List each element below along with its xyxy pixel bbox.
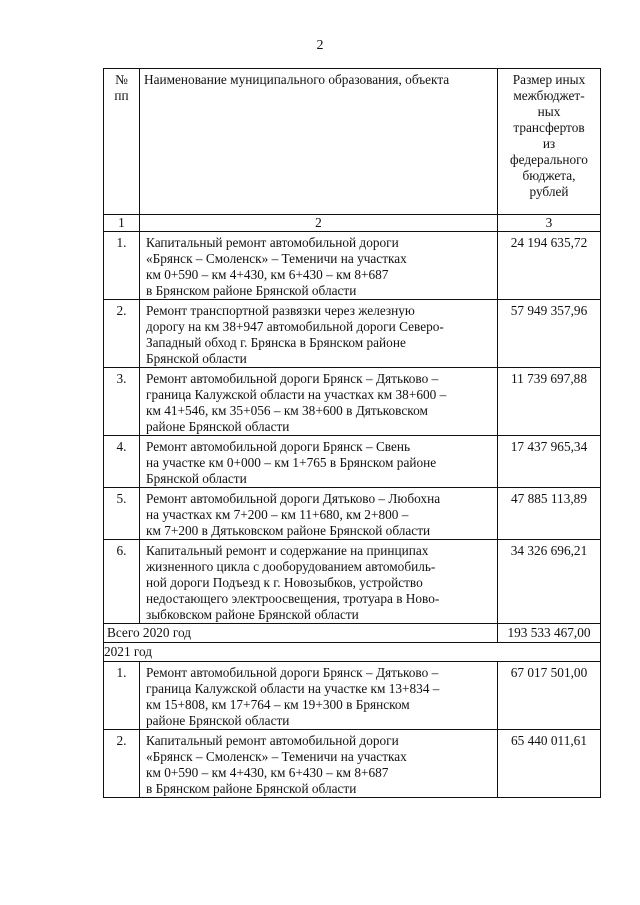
table-row: [104, 540, 601, 624]
row-object-line: на участках км 7+200 – км 11+680, км 2+800 –: [146, 507, 409, 522]
row-object-line: Западный обход г. Брянска в Брянском районе: [146, 335, 406, 350]
row-object-line: граница Калужской области на участке км 13+834 –: [146, 681, 440, 696]
row-number: 5.: [104, 488, 140, 540]
column-index-cell: 2: [140, 215, 498, 232]
table-row: [104, 300, 601, 368]
row-number: 4.: [104, 436, 140, 488]
row-object-line: Ремонт автомобильной дороги Брянск – Дятьково –: [146, 665, 439, 680]
row-object-name: [140, 662, 498, 730]
row-object-line: км 41+546, км 35+056 – км 38+600 в Дятьковском: [146, 403, 428, 418]
row-amount: 47 885 113,89: [498, 488, 601, 540]
table-row: [104, 730, 601, 798]
year-row: [104, 643, 601, 662]
row-object-line: ной дороги Подъезд к г. Новозыбков, устройство: [146, 575, 423, 590]
row-object-name: [140, 488, 498, 540]
row-object-line: жизненного цикла с дооборудованием автомобиль-: [146, 559, 436, 574]
row-object-line: Брянской области: [146, 471, 247, 486]
row-amount: 65 440 011,61: [498, 730, 601, 798]
row-amount: 17 437 965,34: [498, 436, 601, 488]
row-object-line: в Брянском районе Брянской области: [146, 781, 357, 796]
total-label: Всего 2020 год: [104, 624, 498, 643]
total-amount: 193 533 467,00: [498, 624, 601, 643]
row-object-line: Брянской области: [146, 351, 247, 366]
header-num: № пп: [104, 69, 140, 215]
row-object-line: недостающего электроосвещения, тротуара в Ново-: [146, 591, 440, 606]
row-object-name: [140, 300, 498, 368]
table-row: [104, 232, 601, 300]
row-object-name: [140, 436, 498, 488]
row-object-line: на участке км 0+000 – км 1+765 в Брянском районе: [146, 455, 437, 470]
row-amount: 57 949 357,96: [498, 300, 601, 368]
row-object-name: [140, 730, 498, 798]
column-index-cell: 3: [498, 215, 601, 232]
budget-table: [103, 68, 601, 798]
row-object-line: км 0+590 – км 4+430, км 6+430 – км 8+687: [146, 267, 389, 282]
row-object-line: км 15+808, км 17+764 – км 19+300 в Брянском: [146, 697, 410, 712]
row-amount: 11 739 697,88: [498, 368, 601, 436]
row-object-line: км 7+200 в Дятьковском районе Брянской области: [146, 523, 431, 538]
row-number: 1.: [104, 232, 140, 300]
row-number: 3.: [104, 368, 140, 436]
total-row: [104, 624, 601, 643]
header-name: Наименование муниципального образования, объекта: [140, 69, 498, 215]
row-amount: 24 194 635,72: [498, 232, 601, 300]
column-index-cell: 1: [104, 215, 140, 232]
row-object-line: Ремонт транспортной развязки через железную: [146, 303, 415, 318]
row-object-line: в Брянском районе Брянской области: [146, 283, 357, 298]
row-object-name: [140, 232, 498, 300]
row-object-line: Капитальный ремонт автомобильной дороги: [146, 235, 399, 250]
row-number: 1.: [104, 662, 140, 730]
row-object-line: Ремонт автомобильной дороги Дятьково – Любохна: [146, 491, 441, 506]
row-number: 2.: [104, 730, 140, 798]
table-row: [104, 662, 601, 730]
row-number: 2.: [104, 300, 140, 368]
page-number: 2: [316, 38, 324, 53]
row-object-line: Ремонт автомобильной дороги Брянск – Свень: [146, 439, 411, 454]
row-object-line: «Брянск – Смоленск» – Теменичи на участках: [146, 749, 407, 764]
row-object-line: «Брянск – Смоленск» – Теменичи на участках: [146, 251, 407, 266]
row-object-name: [140, 368, 498, 436]
row-object-line: районе Брянской области: [146, 713, 290, 728]
year-label: 2021 год: [104, 643, 601, 662]
row-object-line: Капитальный ремонт автомобильной дороги: [146, 733, 399, 748]
row-amount: 67 017 501,00: [498, 662, 601, 730]
row-object-line: Ремонт автомобильной дороги Брянск – Дятьково –: [146, 371, 439, 386]
row-object-line: км 0+590 – км 4+430, км 6+430 – км 8+687: [146, 765, 389, 780]
row-object-line: Капитальный ремонт и содержание на принципах: [146, 543, 429, 558]
table-row: [104, 488, 601, 540]
row-object-name: [140, 540, 498, 624]
row-object-line: дорогу на км 38+947 автомобильной дороги Северо-: [146, 319, 444, 334]
row-number: 6.: [104, 540, 140, 624]
header-row: [104, 69, 601, 215]
row-object-line: зыбковском районе Брянской области: [146, 607, 359, 622]
column-index-row: [104, 215, 601, 232]
row-amount: 34 326 696,21: [498, 540, 601, 624]
row-object-line: районе Брянской области: [146, 419, 290, 434]
header-amount: Размер иных межбюджет- ных трансфертов из федерального бюджета, рублей: [498, 69, 601, 215]
table-row: [104, 436, 601, 488]
table-row: [104, 368, 601, 436]
row-object-line: граница Калужской области на участках км 38+600 –: [146, 387, 447, 402]
